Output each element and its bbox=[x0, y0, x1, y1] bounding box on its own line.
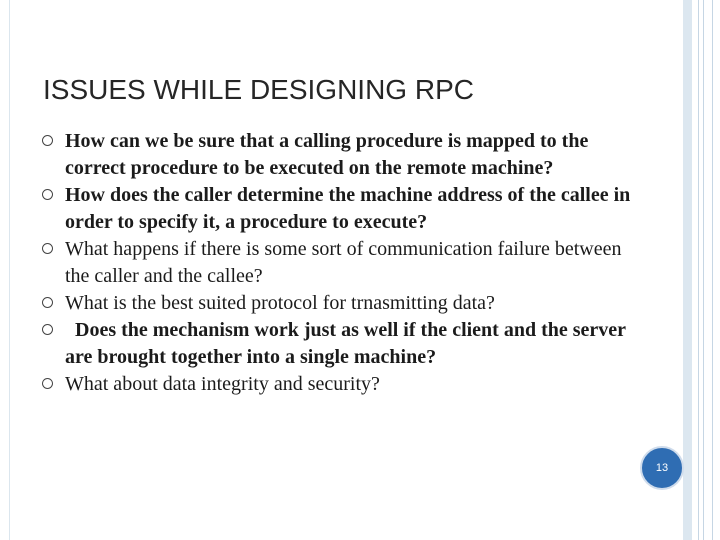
page-number-badge bbox=[640, 446, 684, 490]
hollow-circle-icon bbox=[42, 189, 53, 200]
right-border-line bbox=[703, 0, 704, 540]
right-border-line bbox=[712, 0, 713, 540]
bullet-text: What happens if there is some sort of communication failure between the caller and the callee? bbox=[65, 238, 622, 287]
right-border-bar bbox=[683, 0, 692, 540]
page-number: 13 bbox=[655, 462, 669, 474]
slide-title: ISSUES WHILE DESIGNING RPC bbox=[43, 74, 474, 105]
hollow-circle-icon bbox=[42, 297, 53, 308]
hollow-circle-icon bbox=[42, 243, 53, 254]
bullet-item bbox=[42, 317, 642, 371]
hollow-circle-icon bbox=[42, 324, 53, 335]
bullet-text: Does the mechanism work just as well if the client and the server are brought together into a single machine? bbox=[65, 319, 626, 368]
bullet-text: What about data integrity and security? bbox=[65, 373, 380, 395]
hollow-circle-icon bbox=[42, 378, 53, 389]
bullet-text: What is the best suited protocol for trnasmitting data? bbox=[65, 292, 495, 314]
bullet-list bbox=[42, 128, 642, 398]
bullet-item bbox=[42, 371, 642, 398]
bullet-text: How does the caller determine the machine address of the callee in order to specify it, a procedure to execute? bbox=[65, 184, 631, 233]
bullet-text: How can we be sure that a calling procedure is mapped to the correct procedure to be executed on the remote machine? bbox=[65, 130, 589, 179]
bullet-item bbox=[42, 182, 642, 236]
right-border-line bbox=[698, 0, 699, 540]
hollow-circle-icon bbox=[42, 135, 53, 146]
bullet-item bbox=[42, 290, 642, 317]
left-border-line bbox=[9, 0, 10, 540]
bullet-item bbox=[42, 236, 642, 290]
bullet-item bbox=[42, 128, 642, 182]
